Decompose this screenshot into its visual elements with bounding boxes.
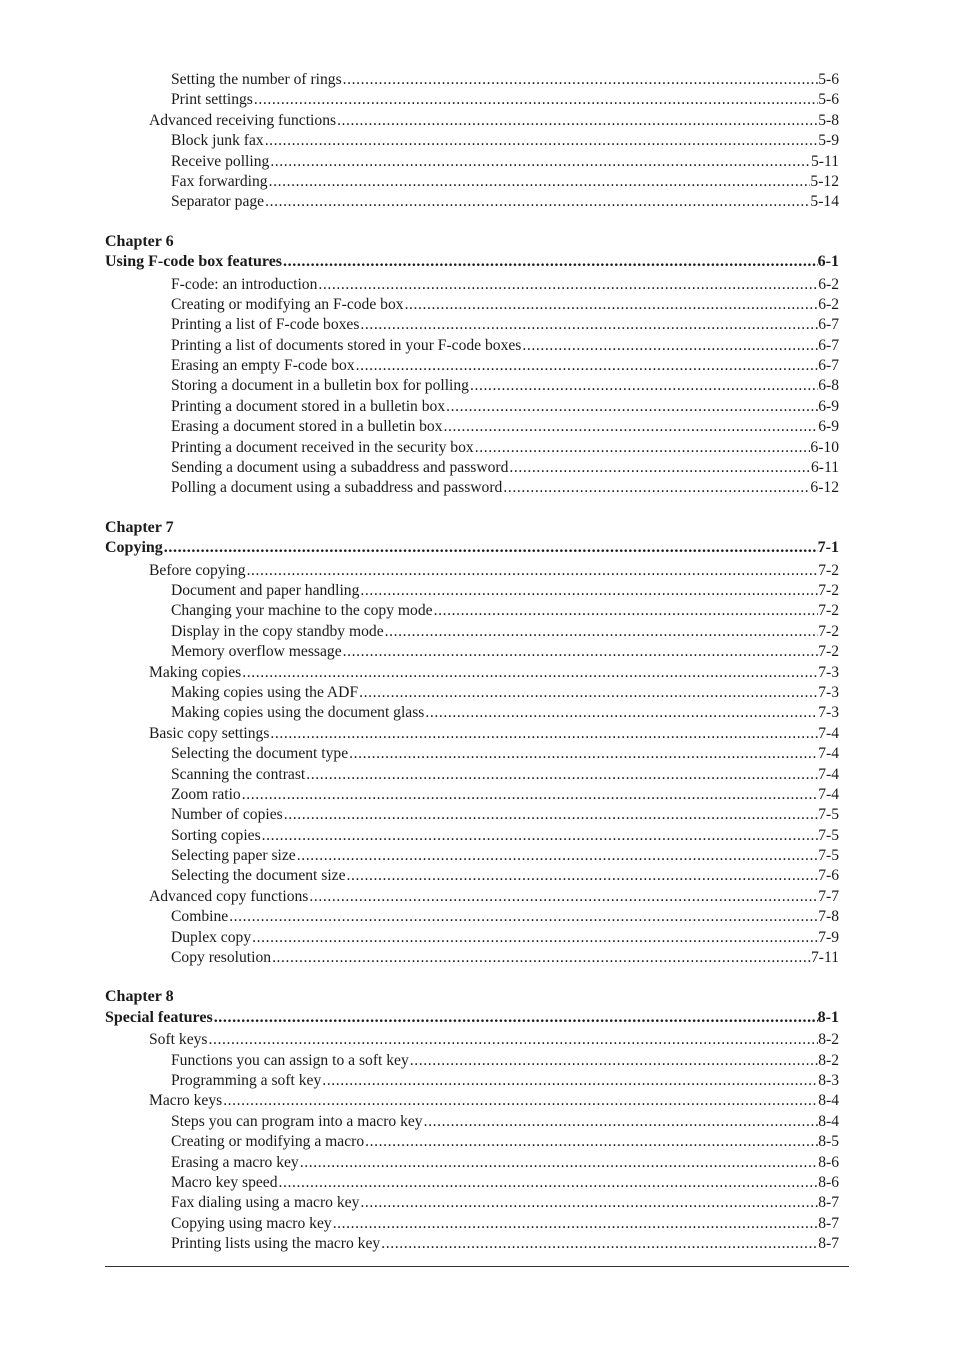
page-number: 8-7	[818, 1214, 839, 1232]
page-number: 6-11	[810, 459, 839, 477]
toc-entry[interactable]	[105, 887, 839, 907]
table-of-contents	[105, 70, 839, 1254]
entry-title: Soft keys	[149, 1031, 208, 1049]
page-number: 7-2	[818, 622, 839, 640]
entry-title: Separator page	[171, 193, 265, 211]
toc-entry[interactable]	[105, 642, 839, 662]
dot-leader	[337, 111, 818, 131]
entry-title: Basic copy settings	[149, 724, 270, 742]
entry-title: Duplex copy	[171, 928, 252, 946]
entry-title: Selecting the document type	[171, 745, 349, 763]
page-number: 7-2	[818, 643, 839, 661]
toc-entry[interactable]	[105, 417, 839, 437]
dot-leader	[509, 458, 811, 478]
dot-leader	[252, 928, 818, 948]
entry-title: Storing a document in a bulletin box for polling	[171, 377, 469, 395]
entry-title: Copy resolution	[171, 949, 272, 967]
dot-leader	[309, 887, 818, 907]
dot-leader	[270, 724, 818, 744]
dot-leader	[424, 1112, 819, 1132]
entry-title: Before copying	[149, 561, 246, 579]
toc-entry[interactable]	[105, 846, 839, 866]
chapter-section	[105, 518, 839, 969]
dot-leader	[265, 192, 810, 212]
entry-title: Printing a list of F-code boxes	[171, 316, 360, 334]
dot-leader	[318, 275, 818, 295]
toc-entry[interactable]	[105, 805, 839, 825]
entry-title: Zoom ratio	[171, 785, 241, 803]
toc-entry[interactable]	[105, 765, 839, 785]
page-number: 7-9	[818, 928, 839, 946]
entry-title: Macro keys	[149, 1092, 223, 1110]
dot-leader	[349, 744, 818, 764]
entry-title: Receive polling	[171, 152, 270, 170]
entry-title: Polling a document using a subaddress and password	[171, 479, 503, 497]
page-number: 5-6	[818, 71, 839, 88]
page-number: 7-3	[818, 704, 839, 722]
entry-title: Making copies using the document glass	[171, 704, 425, 722]
page-number: 7-2	[818, 581, 839, 599]
page-number: 7-5	[818, 847, 839, 865]
page-number: 6-7	[818, 357, 839, 375]
toc-entry[interactable]	[105, 1153, 839, 1173]
page-number: 7-3	[818, 683, 839, 701]
toc-entry[interactable]	[105, 703, 839, 723]
dot-leader	[359, 683, 818, 703]
dot-leader	[360, 1193, 818, 1213]
dot-leader	[446, 397, 818, 417]
entry-title: Copying	[105, 539, 163, 557]
entry-title: Memory overflow message	[171, 643, 342, 661]
dot-leader	[284, 805, 818, 825]
chapter-title-entry[interactable]	[105, 252, 839, 272]
page-number: 5-6	[818, 91, 839, 109]
dot-leader	[410, 1051, 818, 1071]
toc-entry[interactable]	[105, 907, 839, 927]
page-number: 7-11	[810, 949, 839, 967]
toc-entry[interactable]	[105, 356, 839, 376]
toc-entry[interactable]	[105, 1112, 839, 1132]
entry-title: Advanced receiving functions	[149, 111, 337, 129]
dot-leader	[265, 131, 819, 151]
toc-entry[interactable]	[105, 172, 839, 192]
page-number: 8-2	[818, 1051, 839, 1069]
chapter-label: Chapter 6	[105, 232, 174, 250]
page-number: 5-12	[810, 172, 839, 190]
dot-leader	[343, 642, 819, 662]
entry-title: Programming a soft key	[171, 1071, 322, 1089]
entry-title: Sorting copies	[171, 826, 261, 844]
entry-title: Selecting the document size	[171, 867, 346, 885]
page-number: 7-6	[818, 867, 839, 885]
toc-entry[interactable]	[105, 724, 839, 744]
entry-title: Steps you can program into a macro key	[171, 1112, 423, 1130]
dot-leader	[283, 252, 818, 272]
toc-entry[interactable]	[105, 744, 839, 764]
dot-leader	[306, 765, 818, 785]
entry-title: Combine	[171, 908, 229, 926]
page-number: 5-9	[818, 132, 839, 150]
dot-leader	[425, 703, 818, 723]
page-number: 8-6	[818, 1153, 839, 1171]
page-number: 7-4	[818, 785, 839, 803]
entry-title: Functions you can assign to a soft key	[171, 1051, 409, 1069]
chapter-title-entry[interactable]	[105, 1008, 839, 1028]
entry-title: Special features	[105, 1008, 213, 1026]
page-number: 7-5	[818, 826, 839, 844]
entry-title: Erasing a macro key	[171, 1153, 299, 1171]
entry-title: Print settings	[171, 91, 253, 109]
entry-title: Printing lists using the macro key	[171, 1235, 381, 1253]
toc-entry[interactable]	[105, 1071, 839, 1091]
entry-title: Fax dialing using a macro key	[171, 1194, 360, 1212]
toc-entry[interactable]	[105, 458, 839, 478]
page-number: 6-2	[818, 295, 839, 313]
toc-entry[interactable]	[105, 1051, 839, 1071]
entry-title: Printing a list of documents stored in your F-code boxes	[171, 336, 522, 354]
dot-leader	[381, 1234, 818, 1254]
page-number: 8-6	[818, 1173, 839, 1191]
toc-entry[interactable]	[105, 1091, 839, 1111]
page-number: 7-4	[818, 724, 839, 742]
page-number: 7-2	[818, 602, 839, 620]
dot-leader	[360, 315, 818, 335]
page-number: 7-4	[818, 745, 839, 763]
page-number: 7-5	[818, 806, 839, 824]
page-number: 8-4	[818, 1092, 839, 1110]
dot-leader	[503, 478, 810, 498]
toc-entry[interactable]	[105, 948, 839, 968]
toc-entry[interactable]	[105, 663, 839, 683]
dot-leader	[356, 356, 819, 376]
toc-entry[interactable]	[105, 1132, 839, 1152]
page-number: 7-7	[818, 887, 839, 905]
dot-leader	[223, 1091, 818, 1111]
chapter-label: Chapter 8	[105, 988, 174, 1006]
page-number: 5-14	[810, 193, 839, 211]
dot-leader	[300, 1153, 818, 1173]
toc-entry[interactable]	[105, 581, 839, 601]
page-number: 8-2	[818, 1031, 839, 1049]
page-number: 5-11	[810, 152, 839, 170]
entry-title: Fax forwarding	[171, 172, 268, 190]
page-number: 6-10	[810, 438, 839, 456]
dot-leader	[242, 663, 818, 683]
dot-leader	[270, 152, 811, 172]
dot-leader	[242, 785, 818, 805]
dot-leader	[333, 1214, 819, 1234]
toc-entry[interactable]	[105, 397, 839, 417]
page-number: 5-8	[818, 111, 839, 129]
toc-entry[interactable]	[105, 1234, 839, 1254]
dot-leader	[269, 172, 811, 192]
toc-entry[interactable]	[105, 315, 839, 335]
page-number: 6-7	[818, 336, 839, 354]
entry-title: Sending a document using a subaddress and password	[171, 459, 509, 477]
page-number: 6-9	[818, 397, 839, 415]
toc-entry[interactable]	[105, 928, 839, 948]
chapter-section	[105, 987, 839, 1254]
toc-entry[interactable]	[105, 438, 839, 458]
page-number: 6-12	[810, 479, 839, 497]
entry-title: Advanced copy functions	[149, 887, 309, 905]
entry-title: Using F-code box features	[105, 253, 283, 271]
toc-entry[interactable]	[105, 826, 839, 846]
continued-section	[105, 70, 839, 213]
page-number: 8-7	[818, 1194, 839, 1212]
toc-entry[interactable]	[105, 1173, 839, 1193]
entry-title: Making copies using the ADF	[171, 683, 359, 701]
toc-entry[interactable]	[105, 152, 839, 172]
page-number: 8-1	[817, 1008, 839, 1026]
entry-title: Making copies	[149, 663, 242, 681]
chapter-title-entry[interactable]	[105, 538, 839, 558]
entry-title: Changing your machine to the copy mode	[171, 602, 433, 620]
entry-title: Copying using macro key	[171, 1214, 332, 1232]
toc-entry[interactable]	[105, 561, 839, 581]
dot-leader	[279, 1173, 819, 1193]
page-number: 8-3	[818, 1071, 839, 1089]
dot-leader	[405, 295, 819, 315]
toc-entry[interactable]	[105, 131, 839, 151]
dot-leader	[360, 581, 818, 601]
chapter-label: Chapter 7	[105, 518, 174, 536]
page-number: 8-7	[818, 1235, 839, 1253]
dot-leader	[434, 601, 819, 621]
dot-leader	[475, 438, 811, 458]
entry-title: Display in the copy standby mode	[171, 622, 384, 640]
dot-leader	[254, 90, 818, 110]
dot-leader	[247, 561, 819, 581]
dot-leader	[272, 948, 811, 968]
entry-title: Document and paper handling	[171, 581, 360, 599]
page-number: 8-5	[818, 1133, 839, 1151]
entry-title: Printing a document received in the security box	[171, 438, 474, 456]
dot-leader	[522, 336, 818, 356]
page-number: 6-8	[818, 377, 839, 395]
dot-leader	[322, 1071, 818, 1091]
entry-title: Erasing a document stored in a bulletin box	[171, 418, 443, 436]
dot-leader	[365, 1132, 818, 1152]
dot-leader	[385, 622, 819, 642]
page-number: 7-3	[818, 663, 839, 681]
page-number: 6-7	[818, 316, 839, 334]
entry-title: Number of copies	[171, 806, 283, 824]
dot-leader	[262, 826, 819, 846]
dot-leader	[164, 538, 818, 558]
page-number: 7-2	[818, 561, 839, 579]
entry-title: Printing a document stored in a bulletin box	[171, 397, 446, 415]
dot-leader	[208, 1030, 818, 1050]
page-number: 6-1	[817, 253, 839, 271]
page-number: 7-1	[817, 539, 839, 557]
dot-leader	[214, 1008, 818, 1028]
toc-entry[interactable]	[105, 622, 839, 642]
dot-leader	[347, 866, 819, 886]
toc-entry[interactable]	[105, 601, 839, 621]
page-number: 6-9	[818, 418, 839, 436]
dot-leader	[470, 376, 818, 396]
bottom-rule	[105, 1266, 849, 1267]
toc-entry[interactable]	[105, 336, 839, 356]
toc-entry[interactable]	[105, 1030, 839, 1050]
toc-entry[interactable]	[105, 1193, 839, 1213]
toc-entry[interactable]	[105, 785, 839, 805]
toc-entry[interactable]	[105, 478, 839, 498]
page-number: 8-4	[818, 1112, 839, 1130]
toc-entry[interactable]	[105, 70, 839, 90]
entry-title: Creating or modifying an F-code box	[171, 295, 404, 313]
toc-entry[interactable]	[105, 376, 839, 396]
dot-leader	[229, 907, 818, 927]
entry-title: Macro key speed	[171, 1173, 278, 1191]
toc-entry[interactable]	[105, 295, 839, 315]
entry-title: Erasing an empty F-code box	[171, 357, 355, 375]
entry-title: Block junk fax	[171, 132, 264, 150]
toc-entry[interactable]	[105, 866, 839, 886]
entry-title: Creating or modifying a macro	[171, 1133, 365, 1151]
toc-entry[interactable]	[105, 1214, 839, 1234]
dot-leader	[343, 70, 819, 90]
toc-entry[interactable]	[105, 683, 839, 703]
page-number: 6-2	[818, 275, 839, 293]
toc-entry[interactable]	[105, 90, 839, 110]
page-number: 7-8	[818, 908, 839, 926]
chapter-section	[105, 232, 839, 499]
dot-leader	[297, 846, 819, 866]
entry-title: Scanning the contrast	[171, 765, 306, 783]
toc-entry[interactable]	[105, 275, 839, 295]
entry-title: Selecting paper size	[171, 847, 296, 865]
entry-title: Setting the number of rings	[171, 71, 342, 88]
toc-entry[interactable]	[105, 111, 839, 131]
page-number: 7-4	[818, 765, 839, 783]
toc-entry[interactable]	[105, 192, 839, 212]
entry-title: F-code: an introduction	[171, 275, 318, 293]
dot-leader	[444, 417, 819, 437]
